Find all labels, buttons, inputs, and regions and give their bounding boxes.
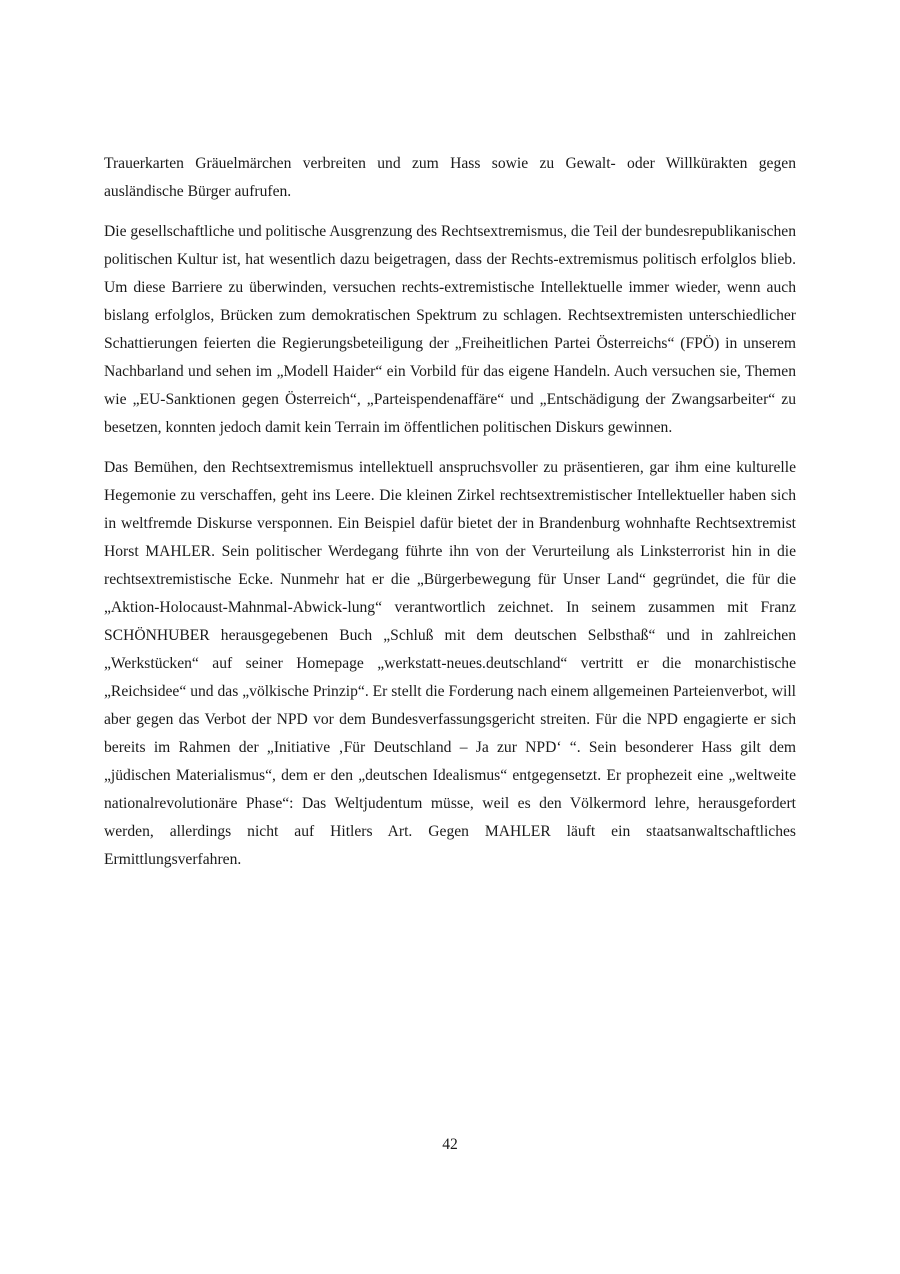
paragraph-1: Trauerkarten Gräuelmärchen verbreiten und zum Hass sowie zu Gewalt- oder Willkürakten gegen ausländische Bürger aufrufen.: [104, 155, 796, 200]
paragraph-3: Das Bemühen, den Rechtsextremismus intellektuell anspruchsvoller zu präsentieren, gar ihm eine kulturelle Hegemonie zu verschaffen, geht ins Leere. Die kleinen Zirkel rechtsextremistischer Intellektueller haben sich in weltfremde Diskurse versponnen. Ein Beispiel dafür bietet der in Brandenburg wohnhafte Rechtsextremist Horst MAHLER. Sein politischer Werdegang führte ihn von der Verurteilung als Linksterrorist hin in die rechtsextremistische Ecke. Nunmehr hat er die „Bürgerbewegung für Unser Land“ gegründet, die für die „Aktion-Holocaust-Mahnmal-Abwick-lung“ verantwortlich zeichnet. In seinem zusammen mit Franz SCHÖNHUBER herausgegebenen Buch „Schluß mit dem deutschen Selbsthaß“ und in zahlreichen „Werkstücken“ auf seiner Homepage „werkstatt-neues.deutschland“ vertritt er die monarchistische „Reichsidee“ und das „völkische Prinzip“. Er stellt die Forderung nach einem allgemeinen Parteienverbot, will aber gegen das Verbot der NPD vor dem Bundesverfassungsgericht streiten. Für die NPD engagierte er sich bereits im Rahmen der „Initiative ‚Für Deutschland – Ja zur NPD‘ “. Sein besonderer Hass gilt dem „jüdischen Materialismus“, dem er den „deutschen Idealismus“ entgegensetzt. Er prophezeit eine „weltweite nationalrevolutionäre Phase“: Das Weltjudentum müsse, weil es den Völkermord lehre, herausgefordert werden, allerdings nicht auf Hitlers Art. Gegen MAHLER läuft ein staatsanwaltschaftliches Ermittlungsverfahren.: [104, 459, 796, 868]
paragraph-2: Die gesellschaftliche und politische Ausgrenzung des Rechtsextremismus, die Teil der bundesrepublikanischen politischen Kultur ist, hat wesentlich dazu beigetragen, dass der Rechts-extremismus politisch erfolglos blieb. Um diese Barriere zu überwinden, versuchen rechts-extremistische Intellektuelle immer wieder, wenn auch bislang erfolglos, Brücken zum demokratischen Spektrum zu schlagen. Rechtsextremisten unterschiedlicher Schattierungen feierten die Regierungsbeteiligung der „Freiheitlichen Partei Österreichs“ (FPÖ) in unserem Nachbarland und sehen im „Modell Haider“ ein Vorbild für das eigene Handeln. Auch versuchen sie, Themen wie „EU-Sanktionen gegen Österreich“, „Parteispendenaffäre“ und „Entschädigung der Zwangsarbeiter“ zu besetzen, konnten jedoch damit kein Terrain im öffentlichen politischen Diskurs gewinnen.: [104, 223, 796, 436]
page-number: 42: [442, 1136, 458, 1153]
body-text: [104, 150, 796, 886]
